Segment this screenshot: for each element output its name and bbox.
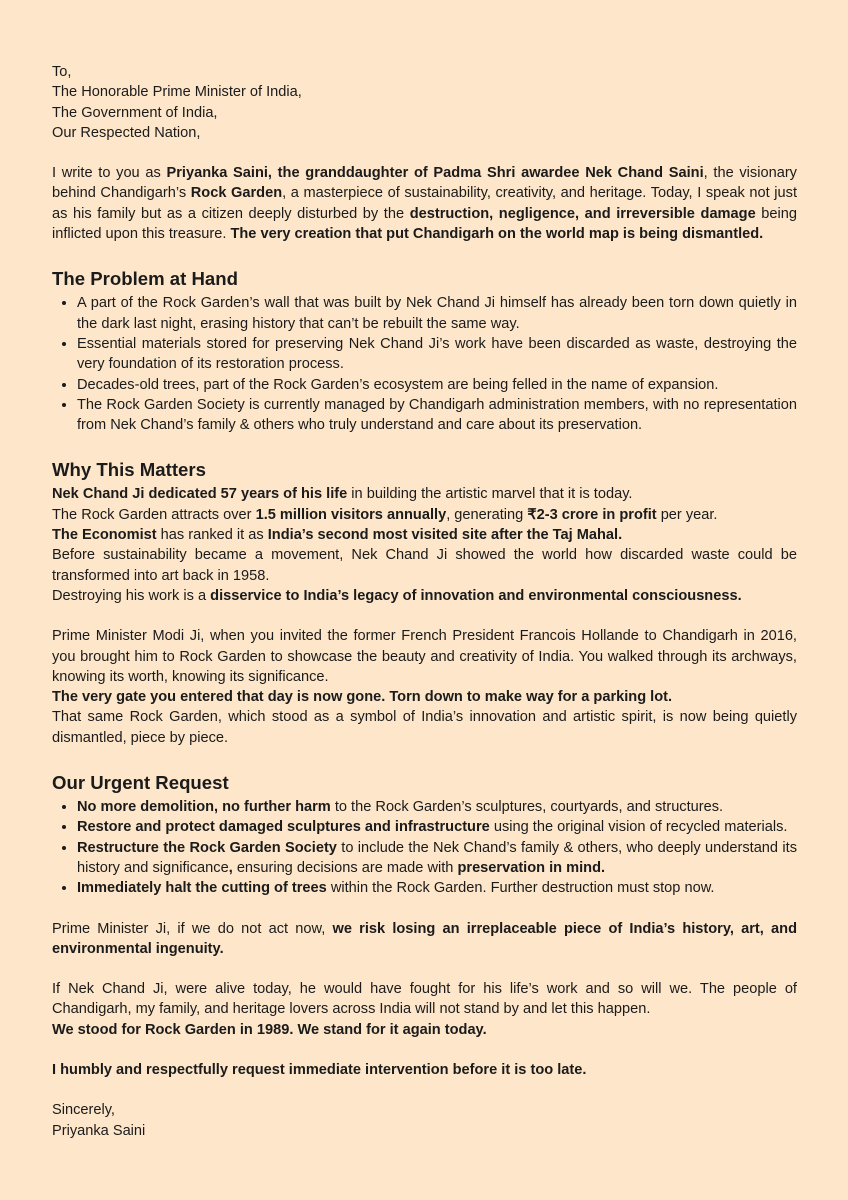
section-heading-request: Our Urgent Request bbox=[52, 772, 229, 794]
salutation-line: To, bbox=[52, 64, 72, 80]
salutation bbox=[52, 62, 797, 143]
list-item: • A part of the Rock Garden’s wall that was built by Nek Chand Ji himself has already been torn down quietly in the dark last night, erasing history that can’t be rebuilt the same way. bbox=[77, 293, 797, 334]
list-item: • Decades-old trees, part of the Rock Garden’s ecosystem are being felled in the name of expansion. bbox=[77, 375, 797, 395]
matters-line: The Economist has ranked it as India’s second most visited site after the Taj Mahal. bbox=[52, 527, 623, 544]
closing-paragraph: Prime Minister Ji, if we do not act now, we risk losing an irreplaceable piece of India’s history, art, and environmental ingenuity. bbox=[52, 920, 797, 957]
signature-name: Priyanka Saini bbox=[52, 1122, 146, 1139]
problem-list bbox=[52, 293, 797, 435]
section-heading-matters: Why This Matters bbox=[52, 459, 206, 481]
modi-paragraph: That same Rock Garden, which stood as a symbol of India’s innovation and artistic spirit, is now being quietly dismantled, piece by piece. bbox=[52, 709, 797, 746]
closing-paragraph: If Nek Chand Ji, were alive today, he would have fought for his life’s work and so will we. The people of Chandigarh, my family, and heritage lovers across India will not stand by and let this happen. bbox=[52, 981, 797, 1018]
list-item: • Restructure the Rock Garden Society to include the Nek Chand’s family & others, who deeply understand its history and significance, ensuring decisions are made with preservation in mind. bbox=[77, 838, 797, 879]
list-item: • The Rock Garden Society is currently managed by Chandigarh administration members, with no representation from Nek Chand’s family & others who truly understand and care about its preservation. bbox=[77, 395, 797, 436]
closing-request: I humbly and respectfully request immediate intervention before it is too late. bbox=[52, 1061, 587, 1078]
salutation-line: The Honorable Prime Minister of India, bbox=[52, 84, 302, 101]
list-item: • No more demolition, no further harm to the Rock Garden’s sculptures, courtyards, and structures. bbox=[77, 797, 797, 817]
matters-line: Destroying his work is a disservice to India’s legacy of innovation and environmental consciousness. bbox=[52, 587, 742, 604]
modi-gate-line: The very gate you entered that day is now gone. Torn down to make way for a parking lot. bbox=[52, 689, 673, 706]
matters-line: Nek Chand Ji dedicated 57 years of his life in building the artistic marvel that it is today. bbox=[52, 486, 633, 503]
closing-statement: We stood for Rock Garden in 1989. We stand for it again today. bbox=[52, 1021, 487, 1038]
list-item: • Immediately halt the cutting of trees within the Rock Garden. Further destruction must stop now. bbox=[77, 878, 797, 898]
request-list bbox=[52, 797, 797, 898]
intro-paragraph: I write to you as Priyanka Saini, the granddaughter of Padma Shri awardee Nek Chand Saini, the visionary behind Chandigarh’s Rock Garden, a masterpiece of sustainability, creativity, and heritage. Today, I speak not just as his family but as a citizen deeply disturbed by the destruction, negligence, and irreversible damage being inflicted upon this treasure. The very creation that put Chandigarh on the world map is being dismantled. bbox=[52, 165, 797, 243]
list-item: • Essential materials stored for preserving Nek Chand Ji’s work have been discarded as waste, destroying the very foundation of its restoration process. bbox=[77, 334, 797, 375]
modi-paragraph: Prime Minister Modi Ji, when you invited the former French President Francois Hollande to Chandigarh in 2016, you brought him to Rock Garden to showcase the beauty and creativity of India. You walked through its archways, knowing its worth, knowing its significance. bbox=[52, 628, 797, 685]
matters-line: The Rock Garden attracts over 1.5 million visitors annually, generating ₹2-3 crore in profit per year. bbox=[52, 506, 718, 523]
list-item: • Restore and protect damaged sculptures and infrastructure using the original vision of recycled materials. bbox=[77, 817, 797, 837]
signoff: Sincerely, bbox=[52, 1102, 115, 1119]
matters-line: Before sustainability became a movement, Nek Chand Ji showed the world how discarded waste could be transformed into art back in 1958. bbox=[52, 547, 797, 584]
salutation-line: The Government of India, bbox=[52, 104, 218, 121]
salutation-line: Our Respected Nation, bbox=[52, 124, 201, 141]
section-heading-problem: The Problem at Hand bbox=[52, 268, 238, 290]
